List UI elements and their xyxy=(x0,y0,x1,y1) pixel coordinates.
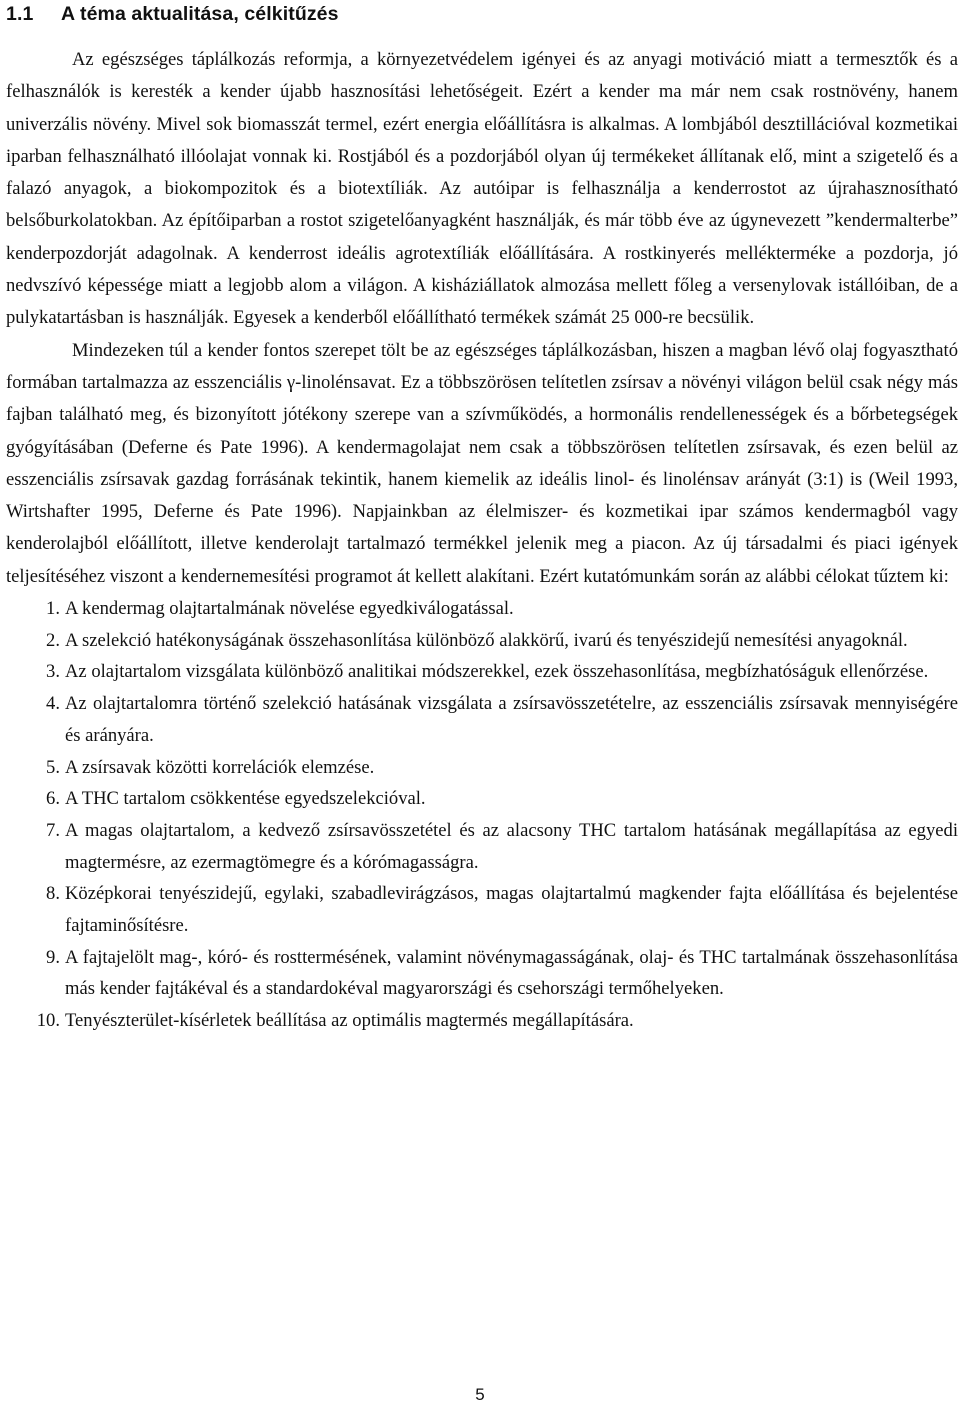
section-number: 1.1 xyxy=(6,3,34,25)
goal-number: 3. xyxy=(46,661,60,683)
section-heading xyxy=(6,2,339,26)
goal-item xyxy=(6,656,958,688)
goal-item xyxy=(6,593,958,625)
goal-item xyxy=(6,815,958,878)
goal-item xyxy=(6,1005,958,1037)
goal-number: 5. xyxy=(46,756,60,778)
goal-text: Tenyészterület-kísérletek beállítása az optimális magtermés megállapítására. xyxy=(65,1010,634,1032)
goal-text: A magas olajtartalom, a kedvező zsírsavösszetétel és az alacsony THC tartalom hatásának megállapítása az egyedi magtermésre, az ezermagtömegre és a kórómagasságra. xyxy=(65,819,958,873)
goal-text: A zsírsavak közötti korrelációk elemzése. xyxy=(65,756,375,778)
goal-number: 9. xyxy=(46,946,60,968)
goal-text: A fajtajelölt mag-, kóró- és rosttermésének, valamint növénymagasságának, olaj- és THC tartalmának összehasonlítása más kender fajtákéval és a standardokéval magyarországi és csehországi termőhelyeken. xyxy=(65,946,958,1000)
goal-item xyxy=(6,688,958,751)
goal-number: 6. xyxy=(46,788,60,810)
goal-text: Az olajtartalomra történő szelekció hatásának vizsgálata a zsírsavösszetételre, az esszenciális zsírsavak mennyiségére és arányára. xyxy=(65,693,958,746)
goal-number: 10. xyxy=(36,1010,60,1032)
goal-item xyxy=(6,942,958,1005)
section-title: A téma aktualitása, célkitűzés xyxy=(61,3,339,25)
goal-text: Az olajtartalom vizsgálata különböző analitikai módszerekkel, ezek összehasonlítása, megbízhatóságuk ellenőrzése. xyxy=(65,661,929,683)
goal-item xyxy=(6,878,958,941)
paragraph-intro: Az egészséges táplálkozás reformja, a környezetvédelem igényei és az anyagi motiváció miatt a termesztők és a felhasználók is keresték a kender újabb hasznosítási lehetőségeit. Ezért a kender ma már nem csak rostnövény, hanem univerzális növény. Mivel sok biomasszát termel, ezért energia előállításra is alkalmas. A lombjából desztillációval kozmetikai iparban felhasználható illóolajat vonnak ki. Rostjából és a pozdorjából olyan új termékeket állítanak elő, mint a szigetelő és a falazó anyagok, a biokompozitok és a biotextíliák. Az autóipar is felhasználja a kenderrostot az újrahasznosítható belsőburkolatokban. Az építőiparban a rostot szigetelőanyagként használják, és már több éve az úgynevezett ”kendermalterbe” kenderpozdorját adagolnak. A kenderrost ideális agrotextíliák előállítására. A rostkinyerés mellékterméke a pozdorja, jó nedvszívó képessége miatt a legjobb alom a világon. A kisháziállatok almozása mellett főleg a versenylovak istállóiban, de a pulykatartásban is használják. Egyesek a kenderből előállítható termékek számát 25 000-re becsülik. xyxy=(6,49,958,329)
goal-item xyxy=(6,783,958,815)
goal-number: 8. xyxy=(46,883,60,905)
goal-number: 1. xyxy=(46,598,60,620)
goal-text: A szelekció hatékonyságának összehasonlítása különböző alakkörű, ivarú és tenyészidejű nemesítési anyagoknál. xyxy=(65,629,908,651)
goal-item xyxy=(6,752,958,784)
goal-text: A THC tartalom csökkentése egyedszelekcióval. xyxy=(65,788,426,810)
goal-number: 2. xyxy=(46,629,60,651)
goal-number: 4. xyxy=(46,693,60,715)
paragraph-nutrition: Mindezeken túl a kender fontos szerepet tölt be az egészséges táplálkozásban, hiszen a magban lévő olaj fogyasztható formában tartalmazza az esszenciális γ-linolénsavat. Ez a többszörösen telítetlen zsírsav a növényi világon belül csak négy más fajban található meg, és bizonyított jótékony szerepe van a szívműködés, a hormonális rendellenességek és a bőrbetegségek gyógyításában (Deferne és Pate 1996). A kendermagolajat nem csak a többszörösen telítetlen zsírsavak, és ezen belül az esszenciális zsírsavak gazdag forrásának tekintik, hanem kiemelik az ideális linol- és linolénsav arányát (3:1) is (Weil 1993, Wirtshafter 1995, Deferne és Pate 1996). Napjainkban az élelmiszer- és kozmetikai ipar számos kendermagból vagy kenderolajból előállított, illetve kenderolajt tartalmazó termékkel jelenik meg a piacon. Az új társadalmi és piaci igények teljesítéséhez viszont a kendernemesítési programot át kellett alakítani. Ezért kutatómunkám során az alábbi célokat tűztem ki: xyxy=(6,339,958,587)
goal-text: Középkorai tenyészidejű, egylaki, szabadlevirágzásos, magas olajtartalmú magkender fajta előállítása és bejelentése fajtaminősítésre. xyxy=(65,883,958,937)
goals-list xyxy=(6,593,958,1037)
goal-item xyxy=(6,625,958,657)
body-text xyxy=(6,44,958,1037)
page-number: 5 xyxy=(475,1385,485,1404)
goal-text: A kendermag olajtartalmának növelése egyedkiválogatással. xyxy=(65,598,514,620)
goal-number: 7. xyxy=(46,819,60,841)
